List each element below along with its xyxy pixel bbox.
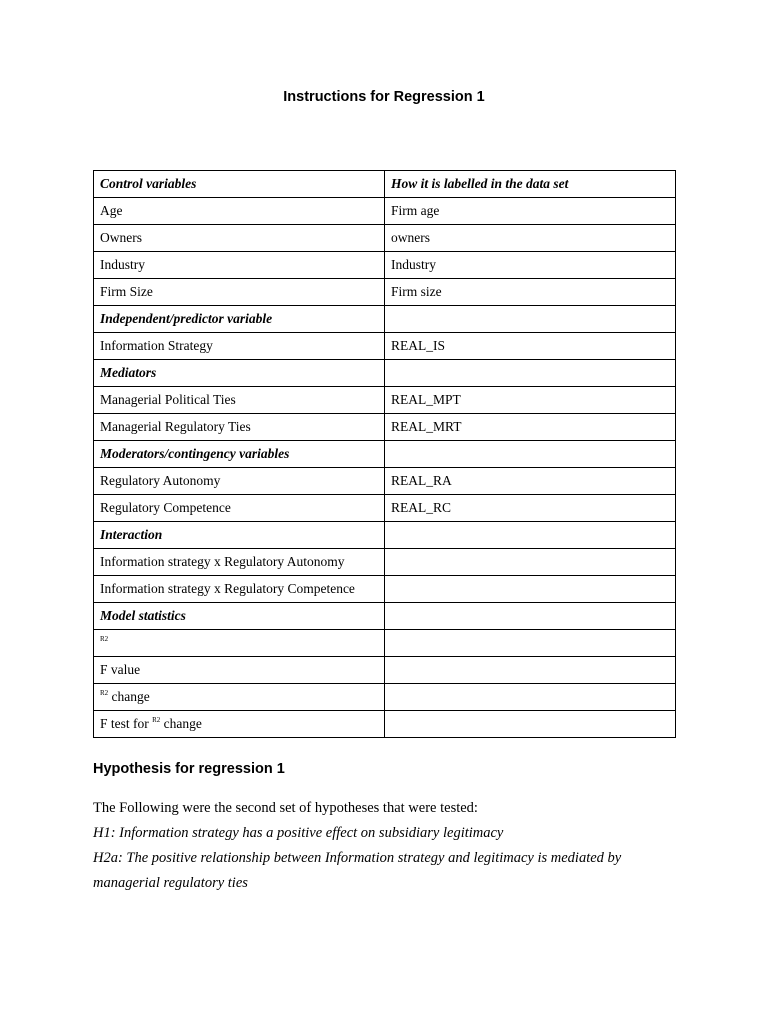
label-suffix: change	[160, 716, 202, 731]
variable-label-cell: Industry	[94, 252, 385, 279]
table-section-row	[94, 603, 676, 630]
section-label-cell: Independent/predictor variable	[94, 306, 385, 333]
variable-label-cell	[94, 684, 385, 711]
dataset-label-cell	[385, 306, 676, 333]
variable-label-cell: Owners	[94, 225, 385, 252]
table-row	[94, 468, 676, 495]
hypotheses-intro: The Following were the second set of hypotheses that were tested:	[93, 800, 478, 816]
table-section-row	[94, 360, 676, 387]
variable-label-cell: Regulatory Autonomy	[94, 468, 385, 495]
dataset-label-cell	[385, 657, 676, 684]
variables-table	[93, 170, 676, 738]
variable-label-cell: F value	[94, 657, 385, 684]
variable-label-cell: Regulatory Competence	[94, 495, 385, 522]
variable-label-cell: Age	[94, 198, 385, 225]
r2-superscript: R2	[100, 689, 109, 697]
dataset-label-cell: Industry	[385, 252, 676, 279]
table-row	[94, 279, 676, 306]
table-row	[94, 657, 676, 684]
table-section-row	[94, 441, 676, 468]
table-row	[94, 387, 676, 414]
table-row	[94, 549, 676, 576]
dataset-label-cell	[385, 522, 676, 549]
table-section-row	[94, 306, 676, 333]
dataset-label-cell: Firm size	[385, 279, 676, 306]
table-row	[94, 576, 676, 603]
header-cell-data-label: How it is labelled in the data set	[385, 171, 676, 198]
variable-label-cell: Managerial Regulatory Ties	[94, 414, 385, 441]
dataset-label-cell	[385, 711, 676, 738]
dataset-label-cell	[385, 549, 676, 576]
table-row	[94, 333, 676, 360]
label-suffix: change	[108, 689, 150, 704]
dataset-label-cell	[385, 603, 676, 630]
hypothesis-heading: Hypothesis for regression 1	[93, 761, 285, 777]
table-row	[94, 225, 676, 252]
variable-label-cell: Information strategy x Regulatory Competence	[94, 576, 385, 603]
section-label-cell: Moderators/contingency variables	[94, 441, 385, 468]
variable-label-cell: Information Strategy	[94, 333, 385, 360]
dataset-label-cell	[385, 441, 676, 468]
table-row	[94, 684, 676, 711]
variables-table-body	[94, 171, 676, 738]
table-row	[94, 414, 676, 441]
dataset-label-cell: REAL_MPT	[385, 387, 676, 414]
table-row	[94, 198, 676, 225]
table-row	[94, 711, 676, 738]
section-label-cell: Interaction	[94, 522, 385, 549]
dataset-label-cell	[385, 684, 676, 711]
dataset-label-cell	[385, 576, 676, 603]
variable-label-cell: Information strategy x Regulatory Autonomy	[94, 549, 385, 576]
hypothesis-h1: H1: Information strategy has a positive effect on subsidiary legitimacy	[93, 825, 504, 841]
header-cell-control-variables: Control variables	[94, 171, 385, 198]
dataset-label-cell: REAL_MRT	[385, 414, 676, 441]
variable-label-cell	[94, 711, 385, 738]
dataset-label-cell: owners	[385, 225, 676, 252]
table-section-row	[94, 522, 676, 549]
table-row	[94, 495, 676, 522]
table-header-row	[94, 171, 676, 198]
table-row	[94, 630, 676, 657]
variable-label-cell: Managerial Political Ties	[94, 387, 385, 414]
r2-superscript: R2	[152, 716, 161, 724]
label-prefix: F test for	[100, 716, 153, 731]
section-label-cell: Mediators	[94, 360, 385, 387]
dataset-label-cell: REAL_IS	[385, 333, 676, 360]
dataset-label-cell	[385, 360, 676, 387]
dataset-label-cell: REAL_RA	[385, 468, 676, 495]
dataset-label-cell	[385, 630, 676, 657]
variable-label-cell: Firm Size	[94, 279, 385, 306]
hypothesis-h2a: H2a: The positive relationship between Information strategy and legitimacy is mediated by managerial regulatory ties	[93, 850, 622, 891]
variable-label-cell	[94, 630, 385, 657]
table-row	[94, 252, 676, 279]
document-title: Instructions for Regression 1	[283, 89, 485, 105]
section-label-cell: Model statistics	[94, 603, 385, 630]
dataset-label-cell: REAL_RC	[385, 495, 676, 522]
r2-superscript: R2	[100, 635, 109, 643]
dataset-label-cell: Firm age	[385, 198, 676, 225]
